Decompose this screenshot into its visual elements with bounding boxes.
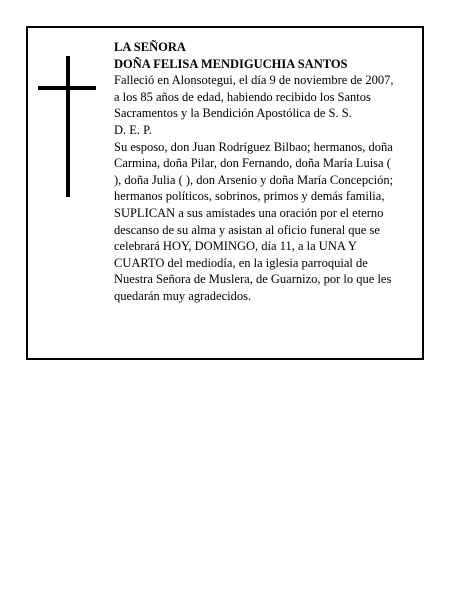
notice-line-12: CUARTO del mediodía, en la iglesia parroquial de [114,255,368,270]
notice-line-13: Nuestra Señora de Muslera, de Guarnizo, por lo que les [114,272,392,287]
notice-line-5: Su esposo, don Juan Rodríguez Bilbao; hermanos, doña [114,139,393,154]
obituary-notice [26,26,424,360]
notice-line-4: D. E. P. [114,122,152,137]
notice-title: LA SEÑORA [114,40,186,54]
cross-vertical-bar [66,56,70,197]
notice-line-8: hermanos políticos, sobrinos, primos y demás familia, [114,189,385,204]
notice-text [114,39,424,305]
notice-line-10: descanso de su alma y asistan al oficio funeral que se [114,222,380,237]
notice-line-2: a los 85 años de edad, habiendo recibido los Santos [114,89,371,104]
notice-line-3: Sacramentos y la Bendición Apostólica de S. S. [114,106,352,121]
cross-horizontal-bar [38,86,96,90]
notice-line-1: Falleció en Alonsotegui, el día 9 de noviembre de 2007, [114,73,394,88]
deceased-name: DOÑA FELISA MENDIGUCHIA SANTOS [114,56,348,71]
notice-line-7: ), doña Julia ( ), don Arsenio y doña María Concepción; [114,172,394,187]
notice-line-14: quedarán muy agradecidos. [114,288,252,303]
notice-line-11: celebrará HOY, DOMINGO, día 11, a la UNA Y [114,239,357,254]
notice-line-6: Carmina, doña Pilar, don Fernando, doña María Luisa ( [114,156,391,171]
notice-line-9: SUPLICAN a sus amistades una oración por el eterno [114,205,384,220]
